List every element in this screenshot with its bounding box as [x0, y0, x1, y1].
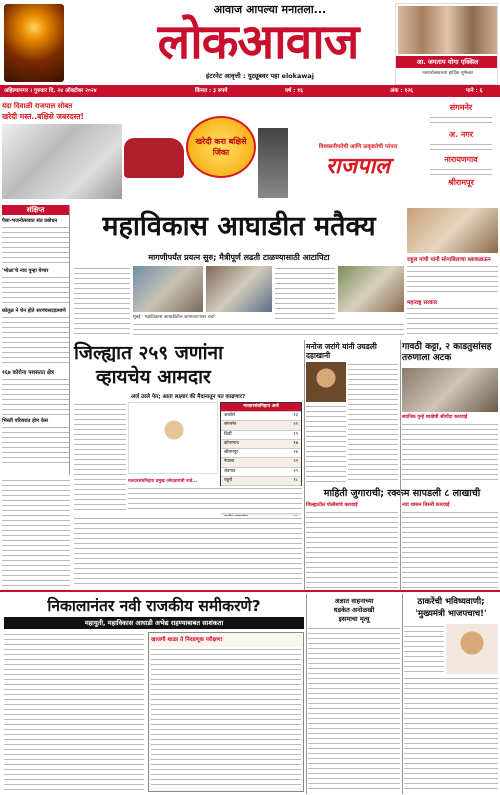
table-cell-count: २९ [293, 468, 298, 474]
story2-table-title: मतदारसंघनिहाय अर्ज [221, 403, 301, 411]
table-cell-count: १७ [293, 440, 298, 446]
story3-body [348, 362, 398, 484]
bottom-box [148, 632, 304, 792]
bottom-mid-headline-2: धडकेत अनोळखी [333, 606, 375, 614]
sidebar-item [2, 218, 69, 265]
bottom-mid-body [308, 626, 400, 792]
column-rule [400, 340, 401, 590]
sidebar-item-title: भिस्ती परिसरात होम केस [2, 418, 49, 424]
ad-left-text1: यंदा दिवाळी राजपाल सोबत [2, 102, 73, 110]
sidebar-header: संक्षिप्त [2, 205, 69, 215]
bottom-lead-headline: निकालानंतर नवी राजकीय समीकरणे? [47, 597, 261, 615]
table-row [221, 439, 301, 448]
ad-brand-tagline: विश्वसनीयतेची आणि उत्कृष्टतेची परंपरा [318, 144, 398, 150]
ad-locations [424, 100, 498, 200]
table-cell-name: अकोले [224, 413, 235, 418]
table-row [221, 448, 301, 457]
story4-photo [402, 368, 498, 412]
bottom-box-headline: खाजगी शाळा ते निवडणूक परीक्षण! [151, 637, 223, 643]
sidebar-item [2, 418, 69, 465]
ad-badge-text: खरेदी करा बक्षिसे जिंका [195, 137, 247, 157]
bottom-right-headline: ठाकरेंची भविष्यवाणी; [417, 597, 485, 607]
sidebar-item [2, 268, 69, 305]
story2-more [74, 516, 302, 588]
sidebar-item [2, 308, 69, 365]
story2-list [128, 486, 302, 512]
table-cell-name: शिर्डी [224, 431, 232, 437]
table-cell-count: २४ [293, 450, 298, 456]
ad-badge [186, 116, 256, 178]
table-cell-count: २२ [293, 459, 298, 465]
ad-portraits [398, 6, 497, 54]
column-rule [304, 340, 305, 590]
table-cell-count: १३ [293, 413, 298, 418]
story2-list-header: मतदारसंघनिहाय प्रमुख उमेदवारांची नावे... [128, 479, 198, 484]
story6-body [402, 510, 498, 588]
masthead-subtitle: इंटरनेट आवृत्ती : युट्यूबवर पहा elokawaj [206, 72, 314, 80]
story4-headline: गावठी कट्टा, २ काडतुसांसह तरुणाला अटक [402, 342, 492, 363]
ad-products-mid [258, 128, 288, 198]
table-cell-name: संगमनेर [224, 422, 237, 428]
lead-photo-2 [206, 266, 272, 312]
sidebar-item-title: 'भोळा'चे नाव पुन्हा येणार [2, 268, 49, 274]
table-row [221, 420, 301, 429]
masthead [0, 0, 500, 95]
bottom-right-body-1 [404, 624, 444, 674]
sidebar [2, 205, 70, 475]
ad-banner [0, 98, 500, 202]
story5-sub: जिल्ह्यातील पोलीसांचे कारवाई [306, 503, 358, 508]
lead-subhead: मागणीपर्यंत प्रयत्न सुरु; मैत्रीपूर्ण लढती टाळण्यासाठी आटापिटा [148, 253, 330, 262]
side-photo [407, 208, 498, 253]
story2-body [74, 402, 126, 512]
bottom-right-photo [446, 624, 498, 674]
lead-photo-1 [133, 266, 203, 312]
ad-brand: राजपाल [325, 154, 391, 179]
lead-photo-caption: मुंबई : महाविकास आघाडीतील जागावाटपावर चर्चा [133, 315, 215, 320]
story3-body2 [306, 404, 346, 484]
bottom-mid-headline-1: अज्ञात वाहनाच्या [334, 597, 374, 605]
table-row [221, 476, 301, 485]
ad-loc-2: अ. नगर [448, 130, 474, 139]
info-bar [0, 85, 500, 97]
ad-loc-1: संगमनेर [449, 103, 473, 112]
bottom-mid-headline-3: इसमाचा मृत्यू [338, 615, 370, 623]
left-column-body [2, 478, 70, 588]
info-price: किंमत : ३ रुपये [195, 88, 228, 94]
bottom-right-body-2 [404, 676, 498, 792]
ad-products-left [2, 124, 122, 199]
story2-illustration [128, 402, 218, 474]
side-headline: राहुल गांधी यांनी सोनाबिलाचा ब्लाकडाऊन [407, 257, 491, 263]
lead-body-3 [133, 322, 404, 336]
sidebar-item [2, 368, 69, 415]
side-sub: महाराष्ट्र सरकार [407, 300, 438, 306]
sidebar-item-title: कोतूळ ने चेन होते सरपंचसदाप्रमाणे [2, 308, 66, 314]
table-row [221, 457, 301, 466]
table-cell-name: कोपरगाव [224, 440, 239, 446]
side-body-2 [407, 306, 498, 336]
bottom-right-subhead: 'मुख्यमंत्री भाजपचाच!' [415, 609, 487, 619]
ad-loc-4: श्रीरामपूर [448, 178, 474, 187]
table-cell-count: १८ [293, 478, 298, 484]
ad-left-text2: खरेदी मस्त..बक्षिसे जबरदस्त! [2, 112, 84, 121]
table-cell-name: श्रीरामपूर [224, 450, 239, 456]
table-row [221, 430, 301, 439]
story2-headline-1: जिल्ह्यात २५९ जणांना [74, 342, 224, 364]
table-cell-count: १९ [293, 431, 298, 437]
info-city-date: अहिल्यानगर । गुरुवार दि. २४ ऑक्टोबर २०२४ [4, 88, 97, 94]
bottom-lead-body [4, 632, 144, 792]
table-cell-name: राहुरी [224, 478, 233, 484]
story4-sub: स्थानिक गुन्हे शाखेची श्रीगोंदा कारवाई [402, 415, 468, 420]
ad-name: आ. जगताप योगा एक्सिल [396, 56, 498, 68]
ad-car [124, 138, 184, 178]
lead-body-1 [74, 266, 130, 336]
ad-sub: नवरात्रोत्सवाच्या हार्दिक शुभेच्छा [422, 71, 473, 76]
story2-headline-2: व्हायचेय आमदार [96, 366, 211, 388]
info-issue: अंक : १२६ [390, 88, 414, 94]
ad-loc-3: नारायणगाव [444, 155, 478, 164]
column-rule [306, 594, 307, 794]
masthead-tagline: आवाज आपल्या मनातला... [213, 3, 327, 16]
story3-headline: मनोज जरांगे यांनी उघडली दहाखानी [306, 342, 377, 360]
info-pages: पाने : ६ [466, 88, 483, 94]
story5-body [306, 510, 398, 588]
diya-image [4, 4, 64, 82]
sidebar-item-title: पैसा-भजनोत्सवात संत प्रबोधन [2, 218, 58, 224]
story2-subhead: अर्ज उरले फेर; आता लक्ष्यार की मैदानातून पत काढणार? [130, 394, 246, 400]
story4-body [402, 422, 498, 484]
story6-headline: नवा शासन तिसरी कारवाई [402, 502, 450, 508]
lead-photo-3 [338, 266, 404, 312]
lead-headline: महाविकास आघाडीत मतैक्य [102, 211, 376, 242]
masthead-title: लोकआवाज [157, 14, 359, 70]
masthead-ad [395, 3, 498, 85]
info-year: वर्ष : १६ [285, 88, 303, 94]
sidebar-item-title: १६७ कोरोना पशसतत क्षेत्र [2, 370, 54, 376]
table-row [221, 411, 301, 420]
column-rule [402, 594, 403, 794]
story5-headline: माहिती जुगाराची; रक्कम सापडली ८ लाखाची [323, 488, 481, 499]
side-body-1 [407, 264, 498, 296]
story3-photo [306, 362, 346, 402]
bottom-lead-subhead: महायुती, महाविकास आघाडी अभेद्य राहण्याबाबत साशंकता [4, 617, 304, 629]
bottom-divider [0, 590, 500, 592]
table-cell-name: शेवगाव [224, 468, 236, 474]
table-row [221, 467, 301, 476]
table-cell-name: नेवासा [224, 459, 235, 465]
table-cell-count: २१ [293, 422, 298, 428]
